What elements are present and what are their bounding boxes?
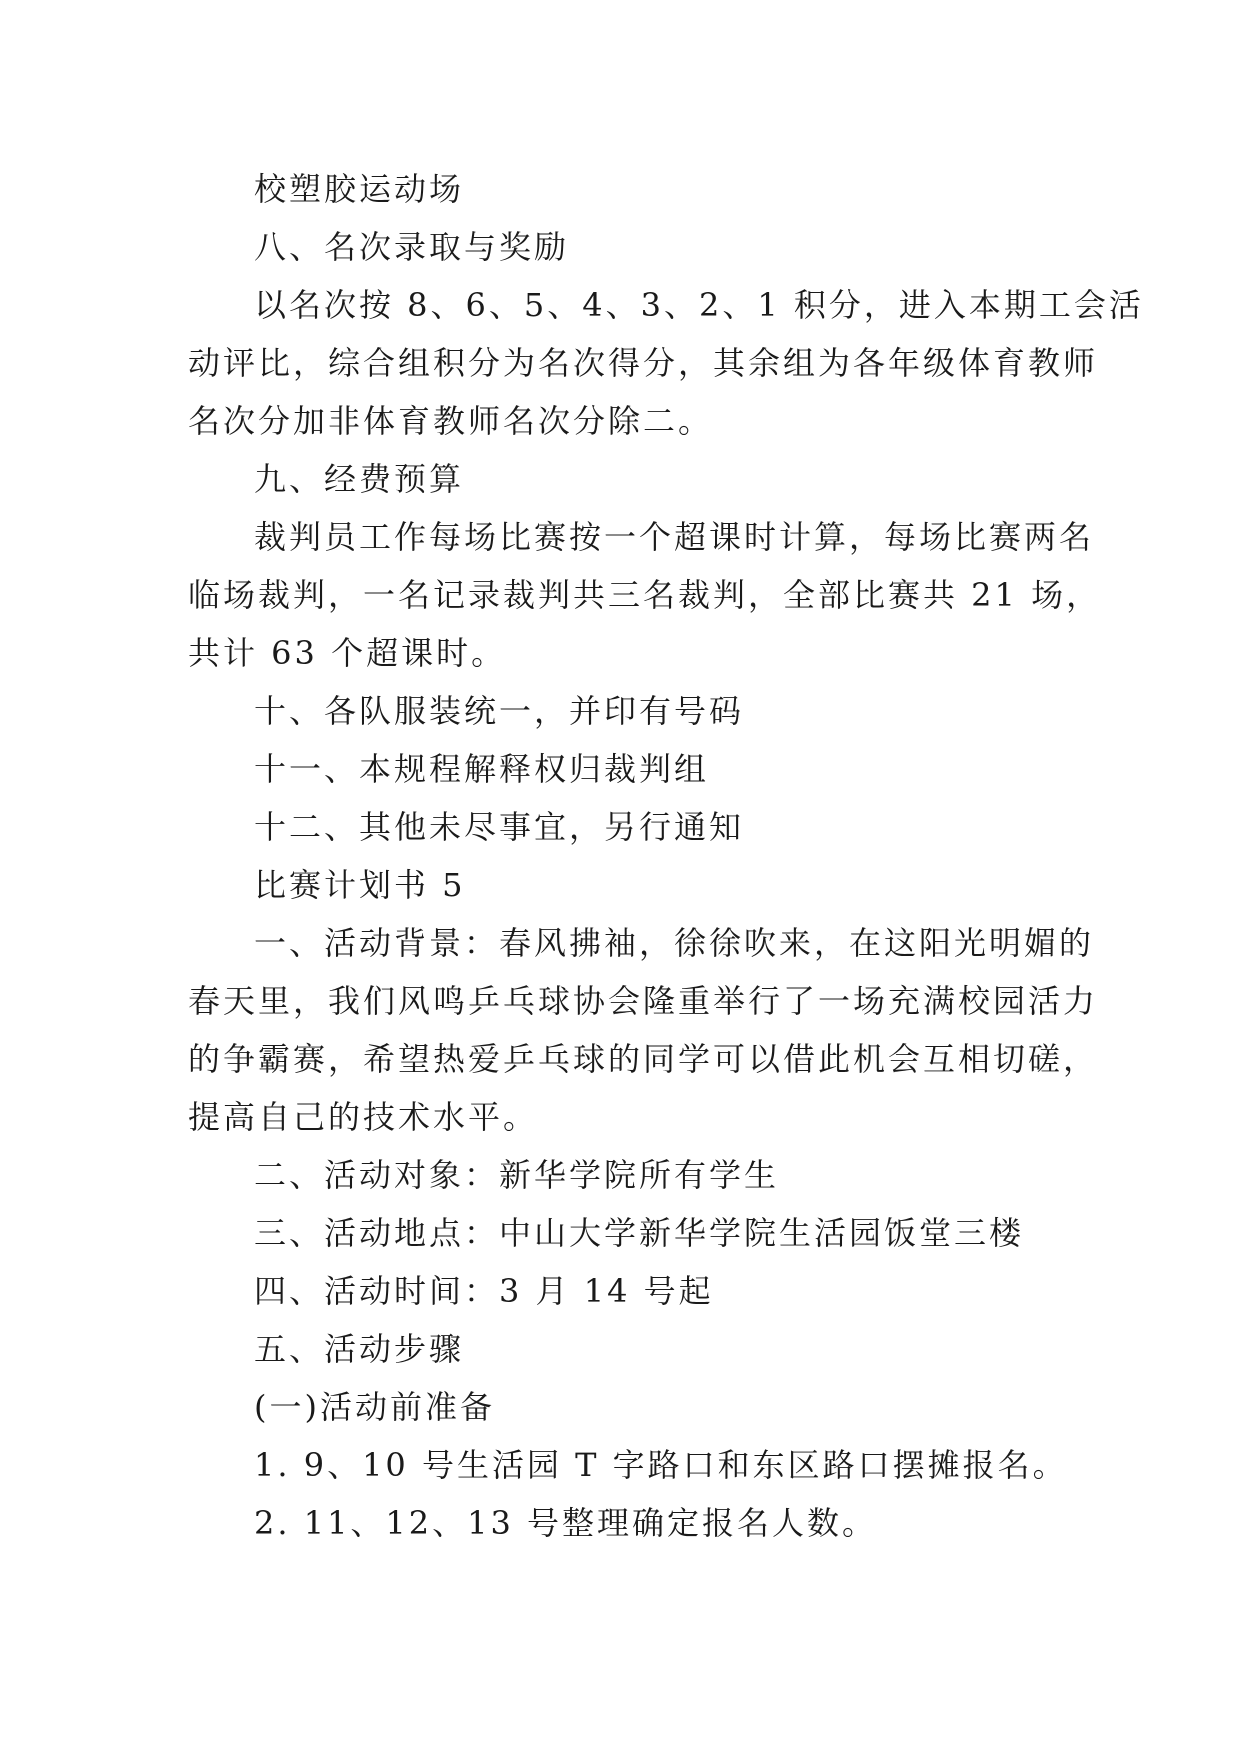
paragraph-line: 裁判员工作每场比赛按一个超课时计算，每场比赛两名 xyxy=(254,518,1095,556)
section-heading: 三、活动地点：中山大学新华学院生活园饭堂三楼 xyxy=(254,1214,1025,1252)
list-item: 1. 9、10 号生活园 T 字路口和东区路口摆摊报名。 xyxy=(254,1446,1068,1484)
section-heading: 十一、本规程解释权归裁判组 xyxy=(254,750,710,788)
paragraph-line: 的争霸赛，希望热爱乒乓球的同学可以借此机会互相切磋， xyxy=(188,1040,1099,1078)
section-heading: 十二、其他未尽事宜，另行通知 xyxy=(254,808,745,846)
paragraph-line: 动评比，综合组积分为名次得分，其余组为各年级体育教师 xyxy=(188,344,1099,382)
paragraph-line: 名次分加非体育教师名次分除二。 xyxy=(188,402,714,440)
subsection-heading: (一)活动前准备 xyxy=(254,1388,495,1426)
section-heading: 九、经费预算 xyxy=(254,460,465,498)
document-title: 比赛计划书 5 xyxy=(254,866,466,904)
paragraph-line: 提高自己的技术水平。 xyxy=(188,1098,539,1136)
paragraph-line: 春天里，我们风鸣乒乓球协会隆重举行了一场充满校园活力 xyxy=(188,982,1099,1020)
text-line: 校塑胶运动场 xyxy=(254,170,465,208)
paragraph-line: 以名次按 8、6、5、4、3、2、1 积分，进入本期工会活 xyxy=(254,286,1144,324)
section-heading: 五、活动步骤 xyxy=(254,1330,465,1368)
section-heading: 十、各队服装统一，并印有号码 xyxy=(254,692,745,730)
document-body xyxy=(188,160,1144,1552)
paragraph-line: 共计 63 个超课时。 xyxy=(188,634,507,672)
paragraph-line: 临场裁判，一名记录裁判共三名裁判，全部比赛共 21 场， xyxy=(188,576,1102,614)
section-heading: 八、名次录取与奖励 xyxy=(254,228,570,266)
paragraph-line: 一、活动背景：春风拂袖，徐徐吹来，在这阳光明媚的 xyxy=(254,924,1095,962)
section-heading: 二、活动对象：新华学院所有学生 xyxy=(254,1156,780,1194)
section-heading: 四、活动时间：3 月 14 号起 xyxy=(254,1272,714,1310)
list-item: 2. 11、12、13 号整理确定报名人数。 xyxy=(254,1504,878,1542)
